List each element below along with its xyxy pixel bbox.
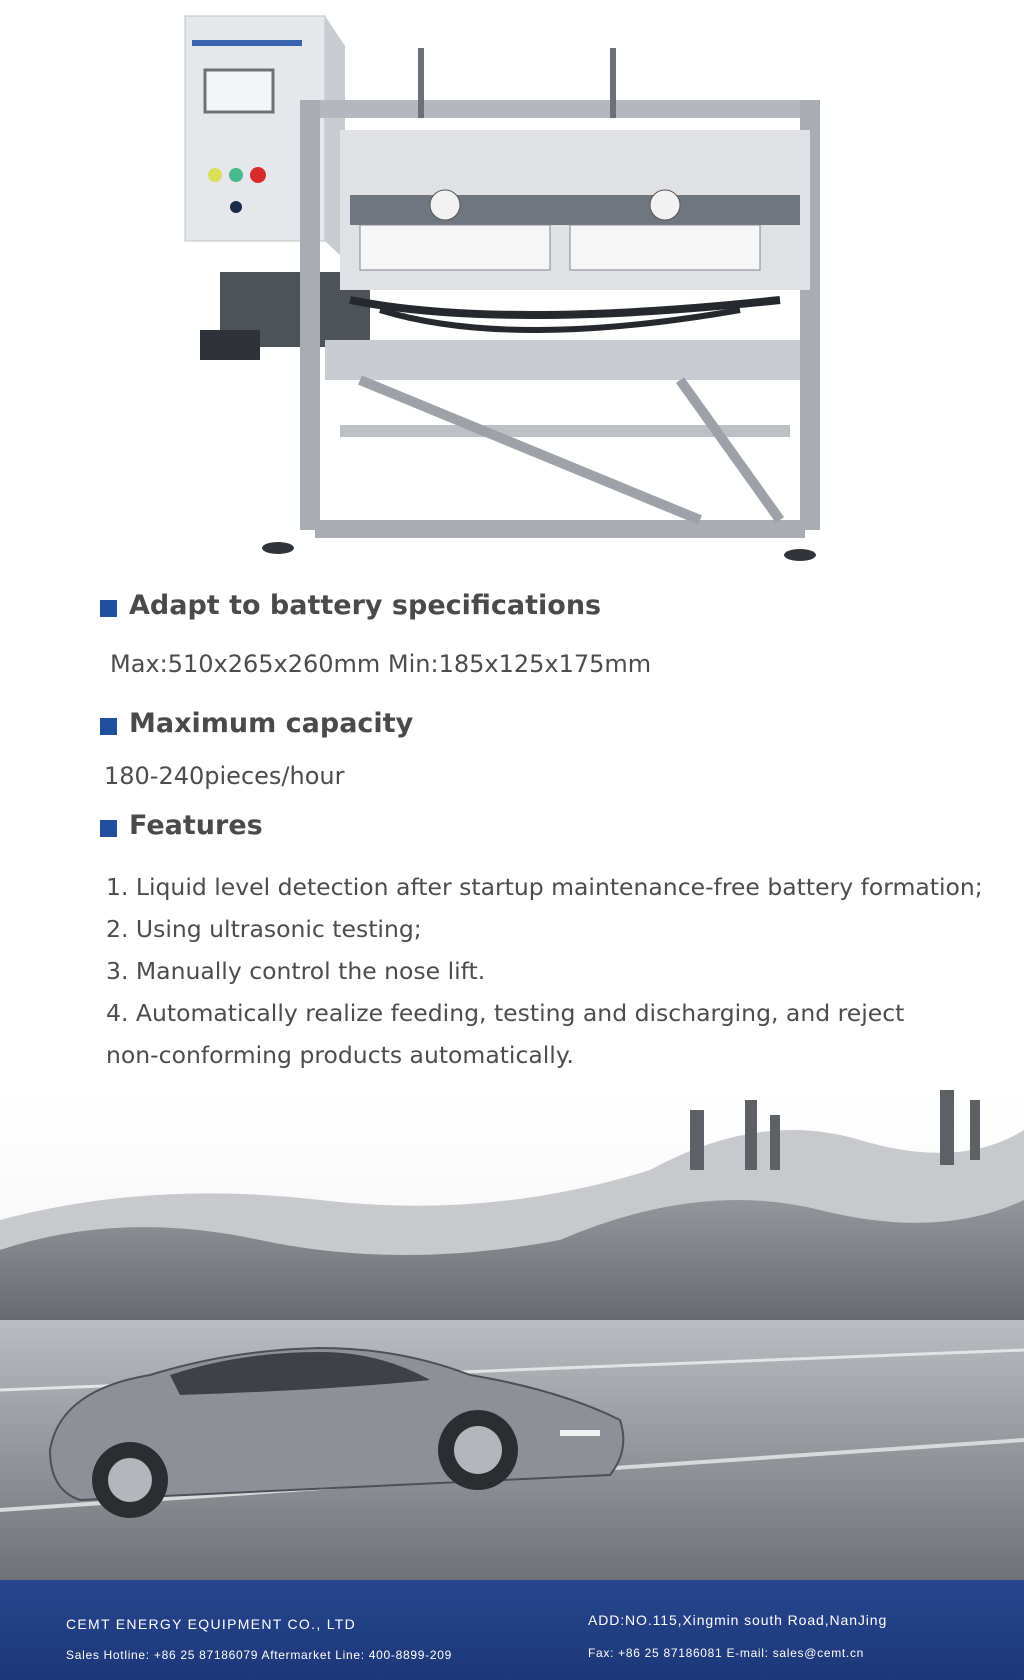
specs-heading-text: Adapt to battery specifications	[129, 590, 602, 621]
features-heading	[100, 810, 263, 841]
machine-photo	[180, 10, 860, 585]
capacity-heading	[100, 708, 413, 739]
footer-address: ADD:NO.115,Xingmin south Road,NanJing	[588, 1612, 888, 1628]
capacity-heading-text: Maximum capacity	[129, 708, 414, 739]
feature-item: non-conforming products automatically.	[106, 1041, 574, 1069]
feature-item: 1. Liquid level detection after startup maintenance-free battery formation;	[106, 873, 983, 901]
footer-company-name: CEMT ENERGY EQUIPMENT CO., LTD	[66, 1616, 357, 1632]
footer	[0, 1580, 1024, 1680]
blue-square-icon	[100, 820, 117, 837]
feature-item: 2. Using ultrasonic testing;	[106, 915, 422, 943]
blue-square-icon	[100, 718, 117, 735]
car-landscape-image	[0, 1090, 1024, 1580]
footer-hotline: Sales Hotline: +86 25 87186079 Aftermarket Line: 400-8899-209	[66, 1648, 452, 1662]
features-heading-text: Features	[129, 810, 263, 841]
specs-text: Max:510x265x260mm Min:185x125x175mm	[110, 650, 652, 678]
feature-item: 3. Manually control the nose lift.	[106, 957, 486, 985]
blue-square-icon	[100, 600, 117, 617]
feature-item: 4. Automatically realize feeding, testing and discharging, and reject	[106, 999, 905, 1027]
capacity-text: 180-240pieces/hour	[104, 762, 345, 790]
features-list	[106, 866, 983, 1076]
specs-heading	[100, 590, 601, 621]
footer-fax-email: Fax: +86 25 87186081 E-mail: sales@cemt.cn	[588, 1646, 865, 1660]
